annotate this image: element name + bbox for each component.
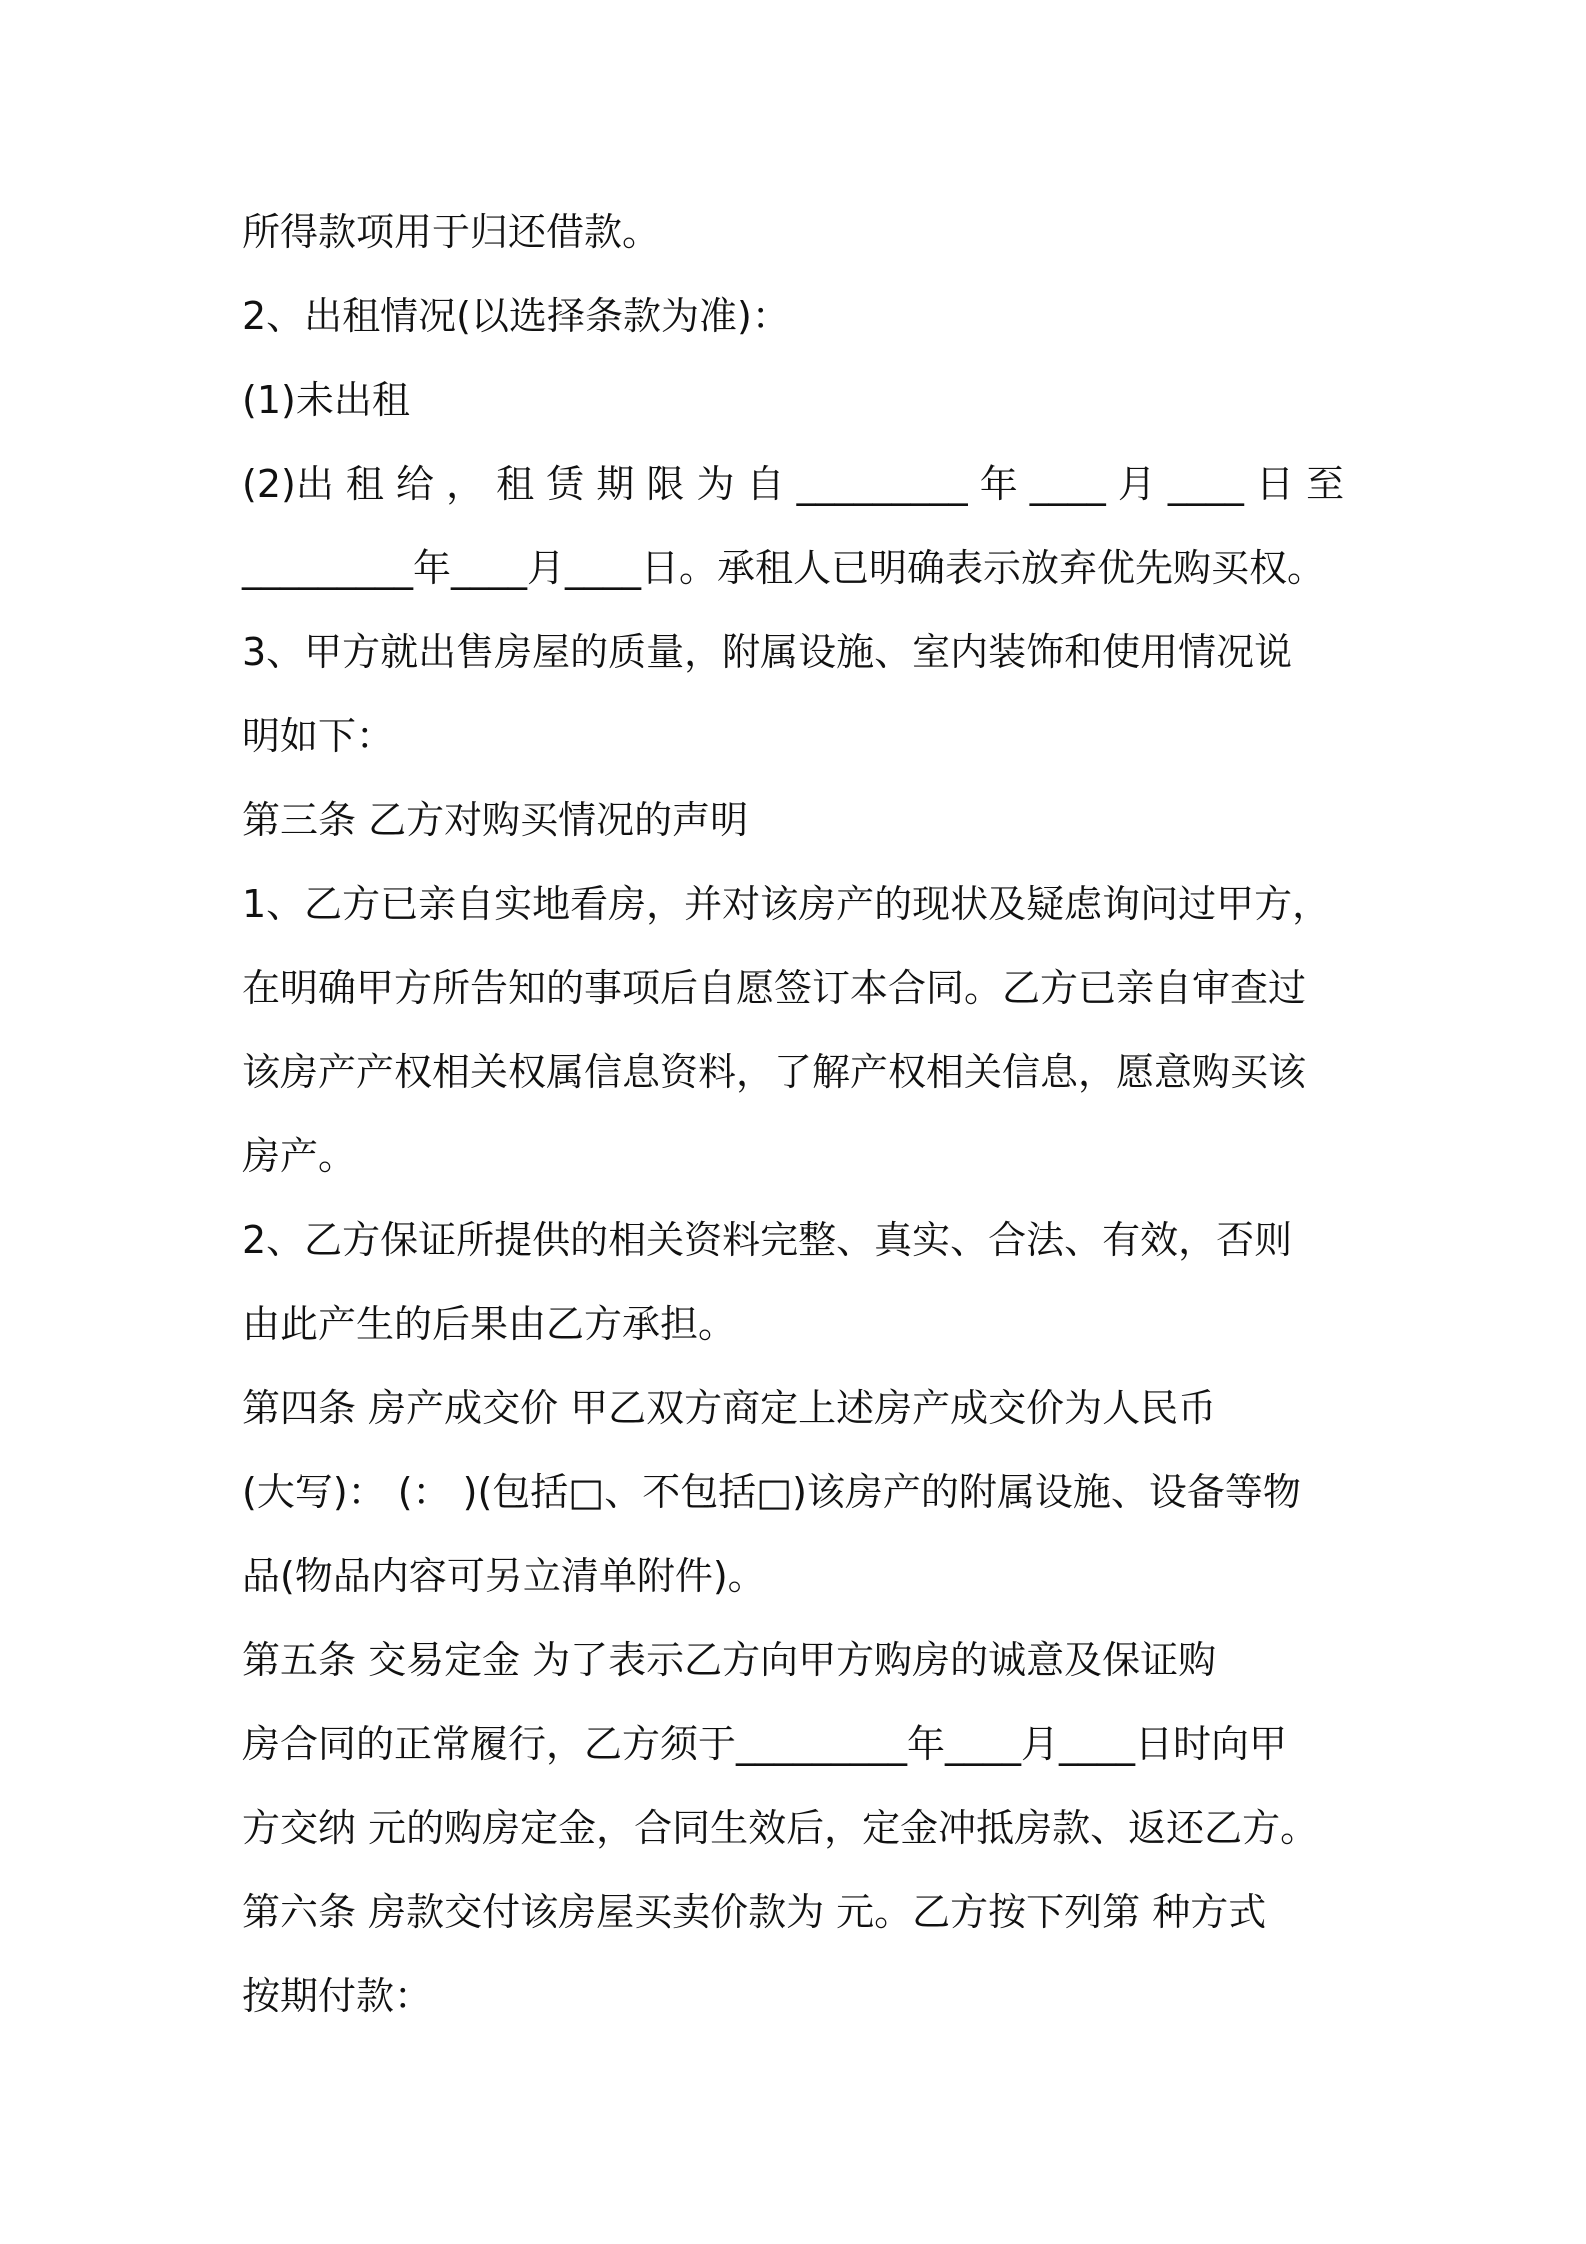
text-line: (2)出 租 给 ， 租 赁 期 限 为 自 _________ 年 ____ 月 ____ 日 至 xyxy=(242,462,1345,506)
text-line: 按期付款： xyxy=(242,1974,433,2018)
text-line: 该房产产权相关权属信息资料，了解产权相关信息，愿意购买该 xyxy=(242,1050,1307,1094)
section-heading: 第三条 乙方对购买情况的声明 xyxy=(242,798,749,842)
section-heading: 第五条 交易定金 为了表示乙方向甲方购房的诚意及保证购 xyxy=(242,1638,1217,1682)
text-line: 2、乙方保证所提供的相关资料完整、真实、合法、有效，否则 xyxy=(242,1218,1293,1262)
text-line: 所得款项用于归还借款。 xyxy=(242,210,661,254)
contract-body-text xyxy=(242,190,1352,2038)
text-line: 2、出租情况(以选择条款为准)： xyxy=(242,294,790,338)
section-heading: 第四条 房产成交价 甲乙双方商定上述房产成交价为人民币 xyxy=(242,1386,1217,1430)
text-line: 房产。 xyxy=(242,1134,357,1178)
text-line: 房合同的正常履行，乙方须于_________年____月____日时向甲 xyxy=(242,1722,1288,1766)
text-line: _________年____月____日。承租人已明确表示放弃优先购买权。 xyxy=(242,546,1326,590)
text-line: 明如下： xyxy=(242,714,395,758)
section-heading: 第六条 房款交付该房屋买卖价款为 元。乙方按下列第 种方式 xyxy=(242,1890,1267,1934)
text-line: 品(物品内容可另立清单附件)。 xyxy=(242,1554,766,1598)
text-line: 1、乙方已亲自实地看房，并对该房产的现状及疑虑询问过甲方， xyxy=(242,882,1331,926)
text-line: (大写)： (： )(包括□、不包括□)该房产的附属设施、设备等物 xyxy=(242,1470,1301,1514)
text-line: 由此产生的后果由乙方承担。 xyxy=(242,1302,737,1346)
text-line: (1)未出租 xyxy=(242,378,410,422)
text-line: 3、甲方就出售房屋的质量，附属设施、室内装饰和使用情况说 xyxy=(242,630,1293,674)
text-line: 方交纳 元的购房定金，合同生效后，定金冲抵房款、返还乙方。 xyxy=(242,1806,1319,1850)
text-line: 在明确甲方所告知的事项后自愿签订本合同。乙方已亲自审查过 xyxy=(242,966,1307,1010)
